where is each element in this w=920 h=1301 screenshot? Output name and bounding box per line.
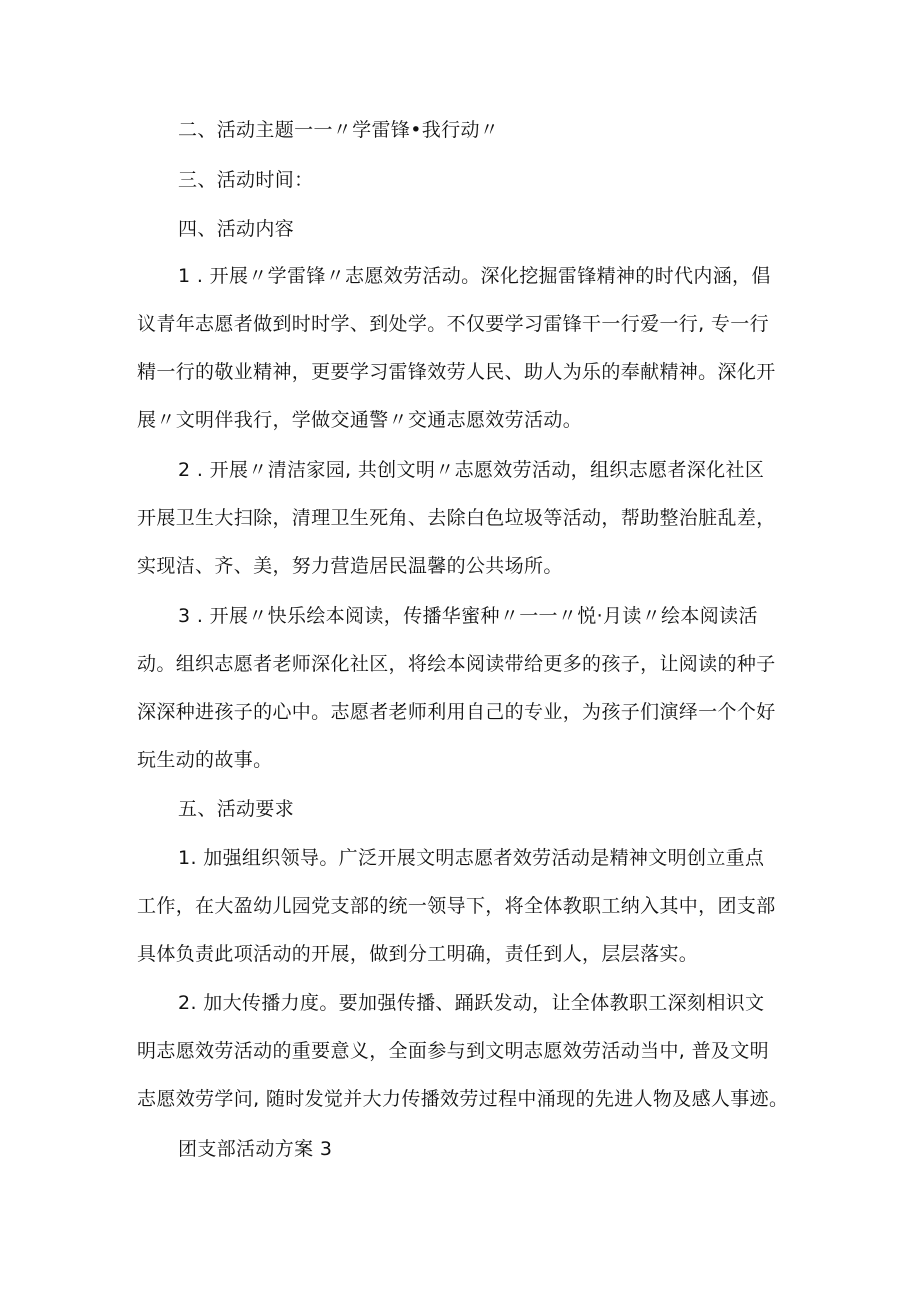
content-item-2-line-2: 开展卫生大扫除，清理卫生死角、去除白色垃圾等活动，帮助整治脏乱差， <box>137 507 776 529</box>
heading-activity-theme: 二、活动主题一一〃学雷锋•我行动〃 <box>178 119 500 141</box>
heading-activity-time: 三、活动时间： <box>178 169 314 191</box>
content-item-1-line-4: 展〃文明伴我行，学做交通警〃交通志愿效劳活动。 <box>137 409 583 431</box>
content-item-3-line-3: 深深种进孩子的心中。志愿者老师利用自己的专业，为孩子们演绎一个个好 <box>137 701 776 723</box>
requirement-item-2-line-3: 志愿效劳学问, 随时发觉并大力传播效劳过程中涌现的先进人物及感人事迹。 <box>137 1088 789 1110</box>
requirement-item-1-line-2: 工作，在大盈幼儿园党支部的统一领导下，将全体教职工纳入其中，团支部 <box>137 895 776 917</box>
heading-activity-requirements: 五、活动要求 <box>178 798 295 820</box>
heading-activity-content: 四、活动内容 <box>178 218 295 240</box>
content-item-2-line-3: 实现洁、齐、美，努力营造居民温馨的公共场所。 <box>137 555 563 577</box>
requirement-item-2-line-1: 2. 加大传播力度。要加强传播、踊跃发动，让全体教职工深刻相识文 <box>178 992 765 1014</box>
requirement-item-1-line-1: 1. 加强组织领导。广泛开展文明志愿者效劳活动是精神文明创立重点 <box>178 847 765 869</box>
content-item-1-line-1: 1 . 开展〃学雷锋〃志愿效劳活动。深化挖掘雷锋精神的时代内涵，倡 <box>178 265 771 287</box>
content-item-3-line-1: 3 . 开展〃快乐绘本阅读，传播华蜜种〃一一〃悦·月读〃绘本阅读活 <box>178 605 758 627</box>
requirement-item-2-line-2: 明志愿效劳活动的重要意义，全面参与到文明志愿效劳活动当中, 普及文明 <box>137 1040 769 1062</box>
next-section-title: 团支部活动方案 3 <box>178 1138 333 1160</box>
content-item-3-line-4: 玩生动的故事。 <box>137 749 273 771</box>
content-item-1-line-3: 精一行的敬业精神，更要学习雷锋效劳人民、助人为乐的奉献精神。深化开 <box>137 361 776 383</box>
requirement-item-1-line-3: 具体负责此项活动的开展，做到分工明确，责任到人，层层落实。 <box>137 943 699 965</box>
content-item-1-line-2: 议青年志愿者做到时时学、到处学。不仅要学习雷锋干一行爱一行, 专一行 <box>137 313 769 335</box>
content-item-3-line-2: 动。组织志愿者老师深化社区，将绘本阅读带给更多的孩子，让阅读的种子 <box>137 653 776 675</box>
content-item-2-line-1: 2 . 开展〃清洁家园, 共创文明〃志愿效劳活动，组织志愿者深化社区 <box>178 459 765 481</box>
